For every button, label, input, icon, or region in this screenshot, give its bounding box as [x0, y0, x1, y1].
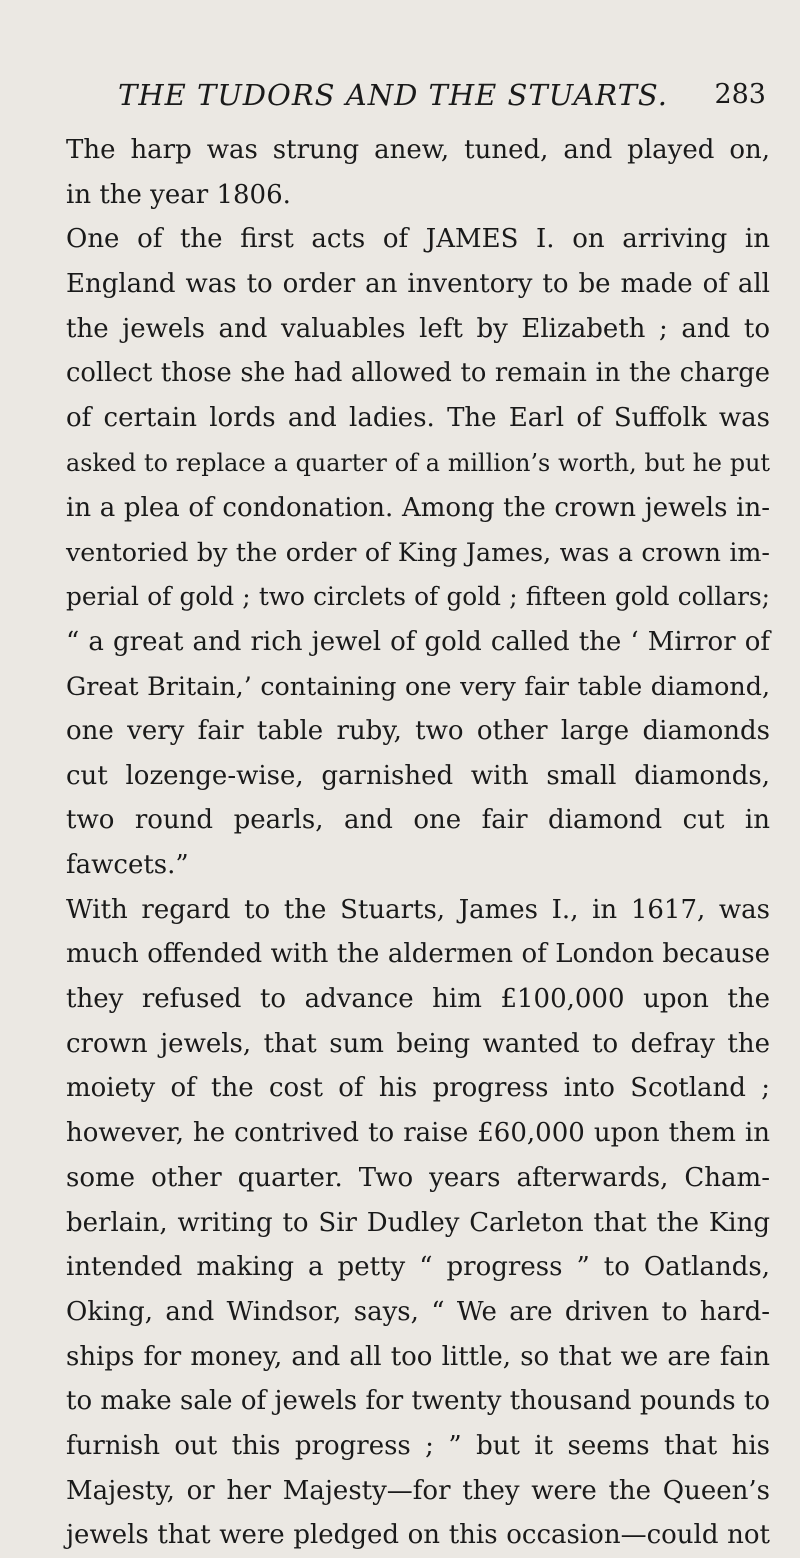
text-line: one very fair table ruby, two other large diamonds: [66, 715, 770, 746]
text-line: Oking, and Windsor, says, “ We are driven to hard-: [66, 1296, 770, 1327]
text-line: perial of gold ; two circlets of gold ; fifteen gold collars;: [66, 581, 770, 611]
text-line: some other quarter. Two years afterwards, Cham-: [66, 1162, 770, 1193]
text-line: much offended with the aldermen of London because: [66, 939, 770, 970]
text-line: intended making a petty “ progress ” to Oatlands,: [66, 1252, 770, 1283]
text-line: to make sale of jewels for twenty thousand pounds to: [66, 1386, 770, 1417]
text-line: crown jewels, that sum being wanted to defray the: [66, 1028, 770, 1059]
text-line: they refused to advance him £100,000 upon the: [66, 984, 770, 1015]
text-line: One of the first acts of JAMES I. on arriving in: [66, 224, 770, 255]
text-line: in the year 1806.: [66, 179, 291, 210]
page-number: 283: [714, 79, 766, 110]
page-header: [66, 78, 766, 118]
text-line: Majesty, or her Majesty—for they were the Queen’s: [66, 1475, 770, 1506]
text-line: The harp was strung anew, tuned, and played on,: [66, 135, 770, 165]
text-line: collect those she had allowed to remain in the charge: [66, 358, 770, 389]
text-line: With regard to the Stuarts, James I., in 1617, was: [66, 894, 770, 925]
text-line: the jewels and valuables left by Elizabeth ; and to: [66, 313, 770, 344]
text-line: England was to order an inventory to be made of all: [66, 269, 770, 300]
text-line: “ a great and rich jewel of gold called the ‘ Mirror of: [66, 626, 770, 657]
text-line: moiety of the cost of his progress into Scotland ;: [66, 1073, 770, 1104]
text-line: furnish out this progress ; ” but it seems that his: [66, 1430, 770, 1461]
text-line: ventoried by the order of King James, was a crown im-: [66, 537, 770, 568]
text-line: in a plea of condonation. Among the crown jewels in-: [66, 492, 770, 523]
text-line: of certain lords and ladies. The Earl of Suffolk was: [66, 403, 770, 434]
text-line: Great Britain,’ containing one very fair table diamond,: [66, 671, 770, 702]
running-title: THE TUDORS AND THE STUARTS.: [118, 78, 668, 112]
text-line: cut lozenge-wise, garnished with small diamonds,: [66, 760, 770, 791]
text-line: asked to replace a quarter of a million’s worth, but he put: [66, 448, 770, 477]
text-line: however, he contrived to raise £60,000 upon them in: [66, 1118, 770, 1149]
body-text: [66, 128, 770, 1558]
text-line: two round pearls, and one fair diamond cut in: [66, 805, 770, 836]
text-line: berlain, writing to Sir Dudley Carleton that the King: [66, 1207, 770, 1238]
text-line: ships for money, and all too little, so that we are fain: [66, 1341, 770, 1372]
text-line: jewels that were pledged on this occasion—could not: [66, 1520, 770, 1551]
text-line: fawcets.”: [66, 850, 189, 880]
